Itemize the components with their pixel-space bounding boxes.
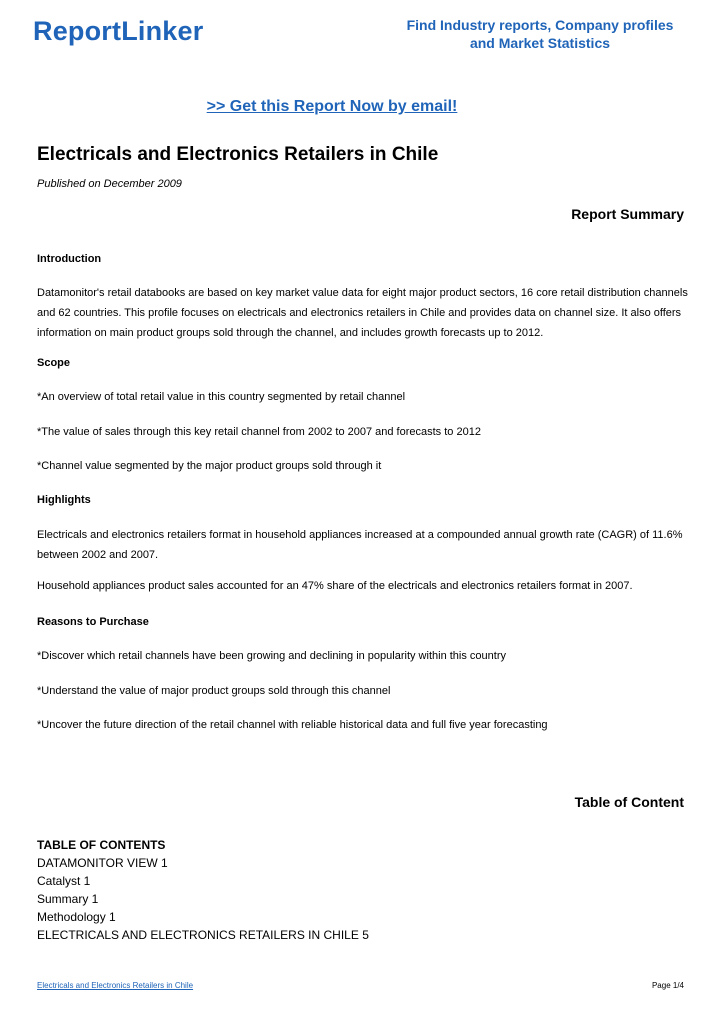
toc-item: Catalyst 1 [37,874,91,888]
highlights-item: Household appliances product sales accounted for an 47% share of the electricals and electronics retailers format in 2007. [37,580,633,592]
logo[interactable]: ReportLinker [33,16,204,46]
scope-head: Scope [37,357,71,369]
toc-item: DATAMONITOR VIEW 1 [37,856,168,870]
footer-title-link[interactable]: Electricals and Electronics Retailers in Chile [37,981,194,990]
report-title: Electricals and Electronics Retailers in Chile [37,144,439,165]
highlights-item: Electricals and electronics retailers format in household appliances increased at a compounded annual growth rate (CAGR) of 11.6% between 2002 and 2007. [37,529,683,561]
toc-head: TABLE OF CONTENTS [37,838,166,852]
scope-item: *The value of sales through this key retail channel from 2002 to 2007 and forecasts to 2012 [37,426,481,438]
report-summary-heading: Report Summary [571,206,684,222]
reasons-item: *Understand the value of major product groups sold through this channel [37,685,391,697]
introduction-text: Datamonitor's retail databooks are based on key market value data for eight major product sectors, 16 core retail distribution channels and 62 countries. This profile focuses on electricals and electronics retailers in Chile and provides data on channel size. It also offers information on main product groups sold through the channel, and includes growth forecasts up to 2012. [37,287,688,339]
tagline [390,16,690,52]
published-date: Published on December 2009 [37,178,182,190]
page-number: Page 1/4 [651,981,684,990]
introduction-head: Introduction [37,253,102,265]
reasons-item: *Discover which retail channels have been growing and declining in popularity within this country [37,650,506,662]
tagline-line-2: and Market Statistics [469,35,611,51]
toc-list [37,836,369,944]
get-report-link[interactable]: >> Get this Report Now by email! [206,98,458,115]
scope-item: *Channel value segmented by the major product groups sold through it [37,460,382,472]
toc-heading: Table of Content [574,794,684,810]
reasons-head: Reasons to Purchase [37,616,149,628]
highlights-head: Highlights [37,494,91,506]
toc-item: ELECTRICALS AND ELECTRONICS RETAILERS IN CHILE 5 [37,928,369,942]
tagline-line-1: Find Industry reports, Company profiles [406,17,674,33]
toc-item: Methodology 1 [37,910,116,924]
scope-item: *An overview of total retail value in this country segmented by retail channel [37,391,406,403]
toc-item: Summary 1 [37,892,99,906]
reasons-item: *Uncover the future direction of the retail channel with reliable historical data and full five year forecasting [37,719,548,731]
